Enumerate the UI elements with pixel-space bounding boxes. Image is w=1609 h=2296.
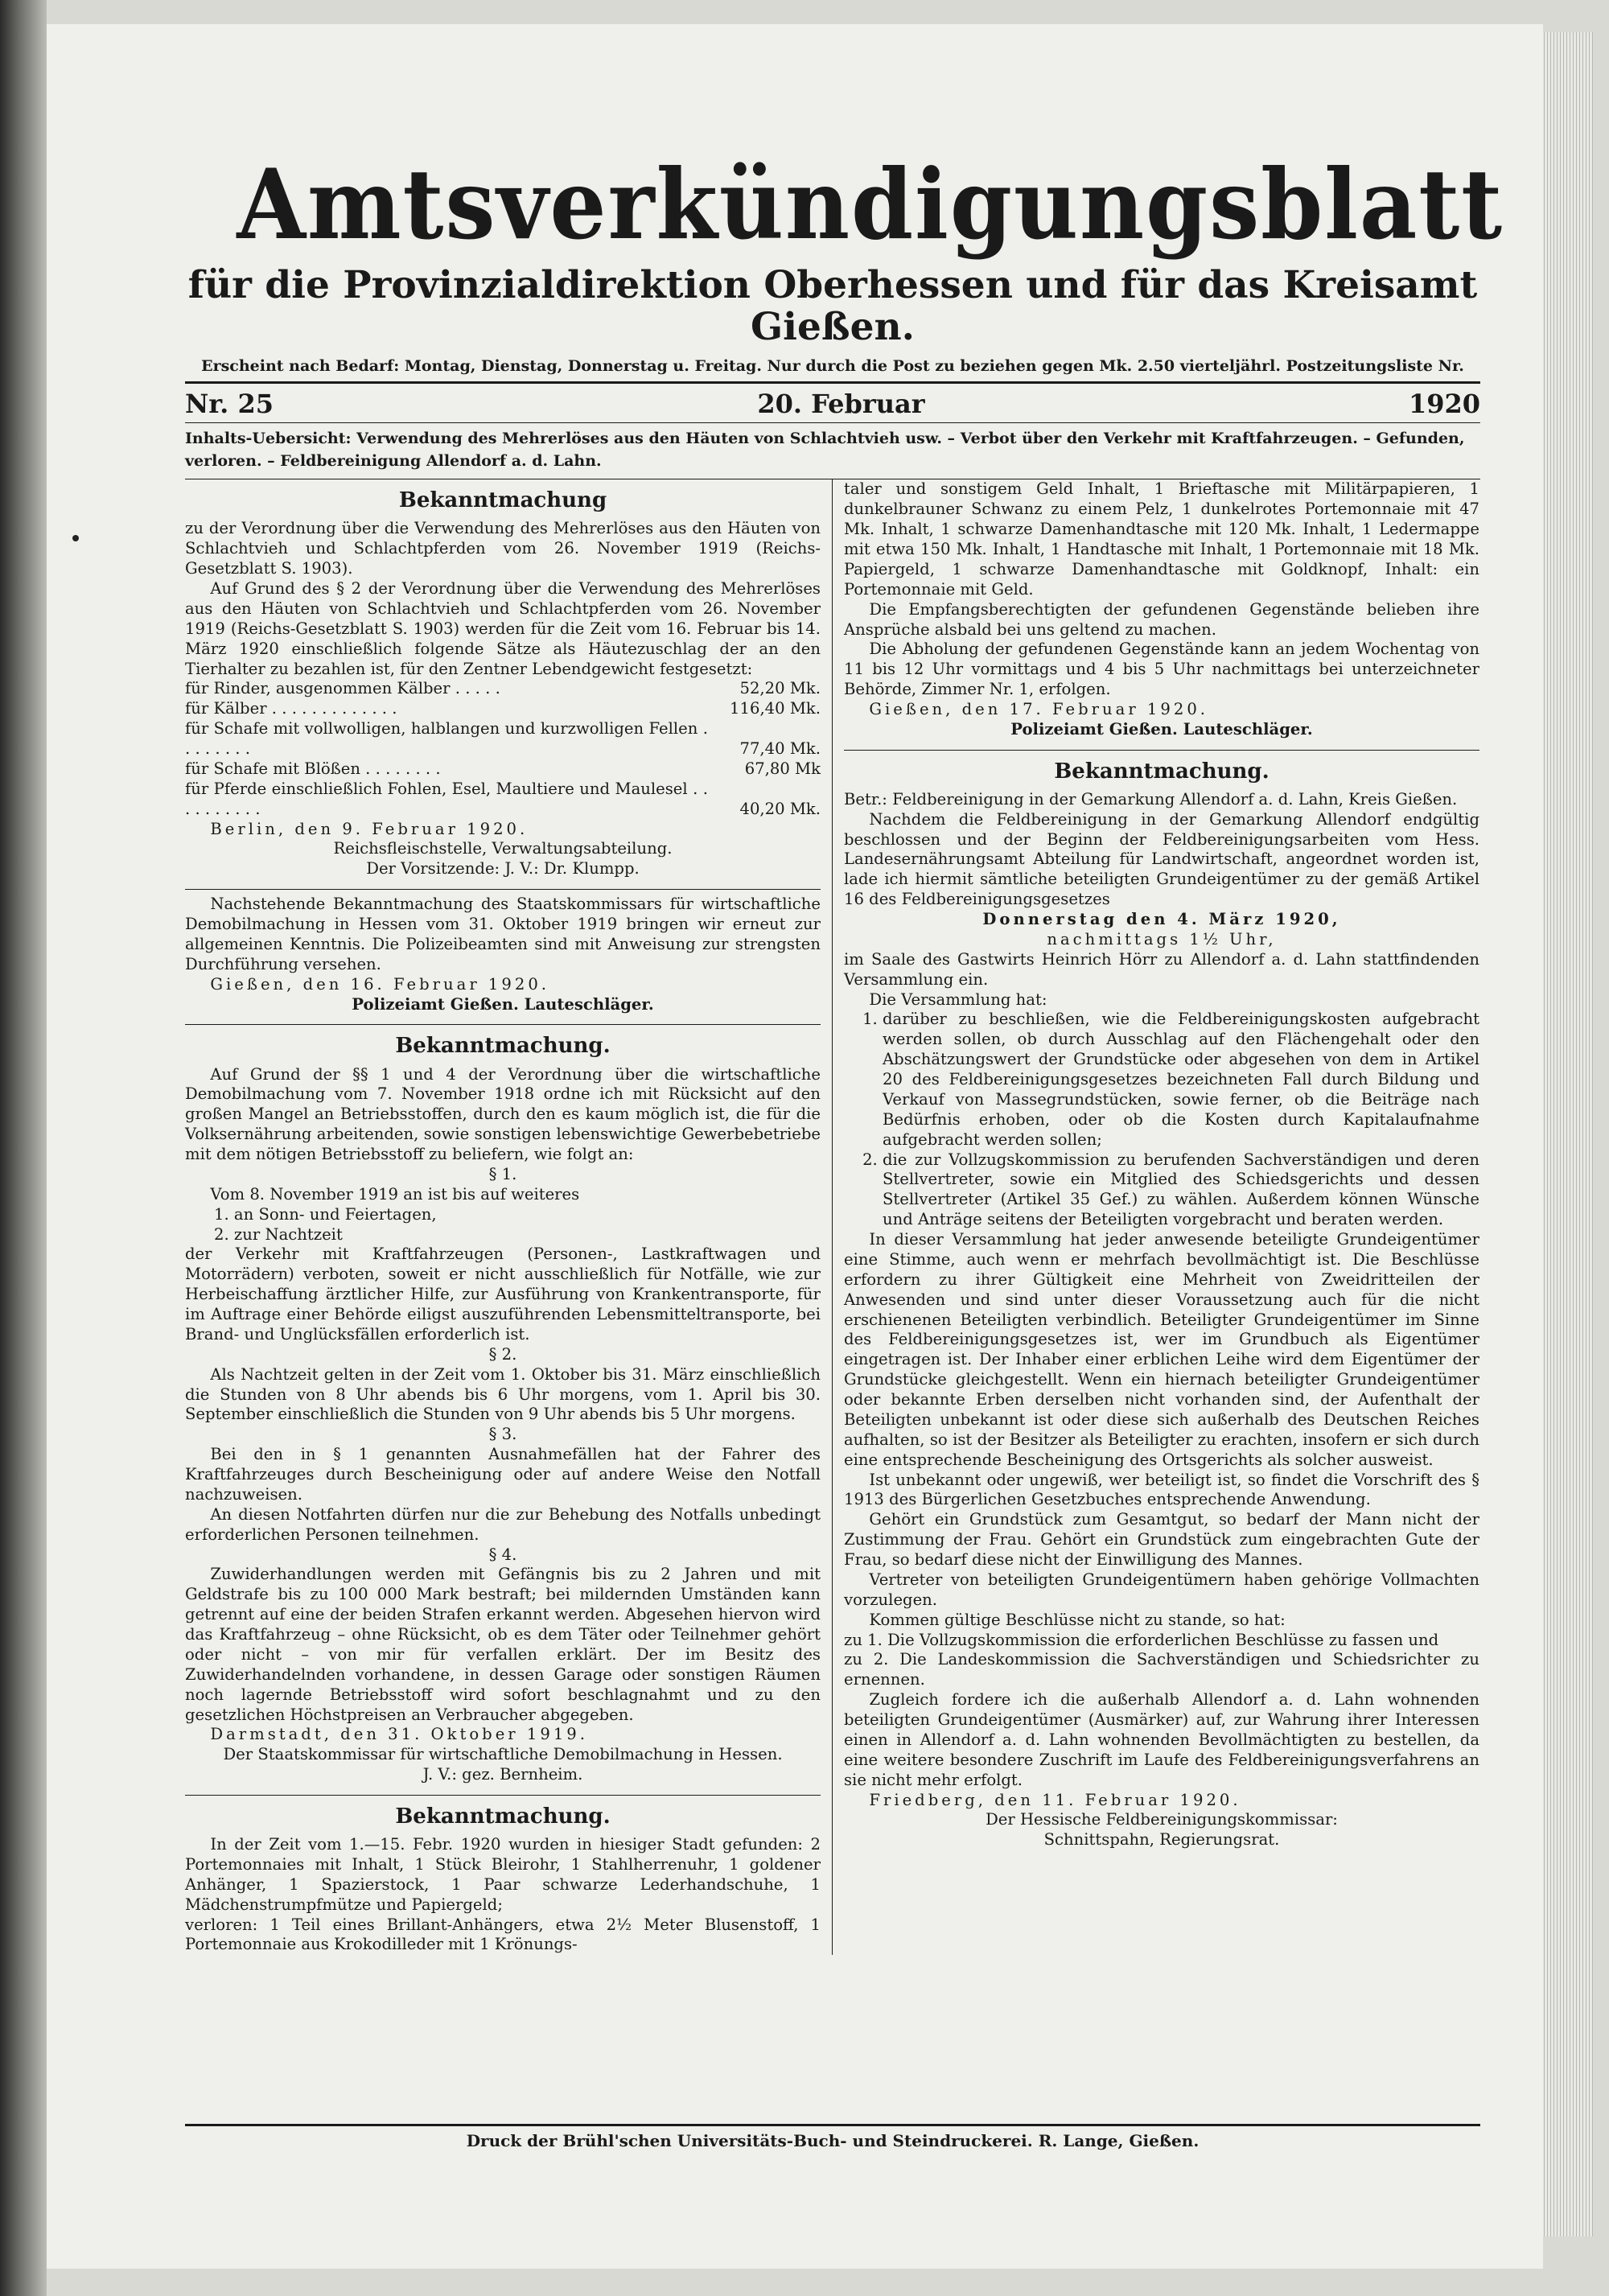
notice-heading: Bekanntmachung. <box>395 1804 611 1829</box>
list-item: zu 1. Die Vollzugskommission die erforderlichen Beschlüsse zu fassen und <box>844 1630 1439 1649</box>
notice-body: An diesen Notfahrten dürfen nur die zur Behebung des Notfalls unbedingt erforderlichen Personen teilnehmen. <box>185 1504 821 1544</box>
divider <box>844 750 1479 751</box>
issuing-office: Der Hessische Feldbereinigungskommissar: <box>986 1810 1338 1829</box>
list-item: zu 2. Die Landeskommission die Sachverständigen und Schiedsrichter zu ernennen. <box>844 1650 1479 1689</box>
divider <box>185 889 821 890</box>
table-of-contents <box>185 423 1480 479</box>
rate-amount: 40,20 Mk. <box>739 799 821 818</box>
masthead <box>185 148 1504 376</box>
divider <box>185 1795 821 1796</box>
printer-imprint: Druck der Brühl'schen Universitäts-Buch- und Steindruckerei. R. Lange, Gießen. <box>185 2124 1480 2150</box>
section-mark: § 2. <box>488 1344 517 1364</box>
ink-spot <box>72 535 79 541</box>
rate-table <box>185 679 821 819</box>
masthead-subtitle: für die Provinzialdirektion Oberhessen und für das Kreisamt Gießen. <box>187 263 1478 349</box>
section-mark: § 3. <box>488 1425 517 1444</box>
right-column <box>832 479 1479 1955</box>
notice-body: der Verkehr mit Kraftfahrzeugen (Personen-, Lastkraftwagen und Motorrädern) verboten, soweit er nicht ausschließlich für Notfälle, wie zur Herbeischaffung ärztlicher Hilfe, zur Ausführung von Krankentransporte, für im Auftrage einer Behörde eiligst auszuführenden Lebensmitteltransporte, bei Brand- und Unglücksfällen erforderlich ist. <box>185 1245 821 1343</box>
place-date: Friedberg, den 11. Februar 1920. <box>869 1790 1241 1809</box>
place-date: Gießen, den 16. Februar 1920. <box>210 974 550 994</box>
rate-row <box>185 759 821 780</box>
notice-heading: Bekanntmachung. <box>1054 759 1270 784</box>
masthead-title: Amtsverkündigungsblatt <box>237 148 1504 261</box>
signature: Schnittspahn, Regierungsrat. <box>1043 1830 1280 1850</box>
rate-amount: 52,20 Mk. <box>739 679 821 698</box>
list-item: 1. darüber zu beschließen, wie die Feldbereinigungskosten aufgebracht werden sollen, ob durch Ausschlag auf den Flächengehalt oder den Abschätzungswert der Grundstücke oder abgesehen von dem in Artikel 20 des Feldbereinigungsgesetzes bezeichneten Fall durch Bildung und Verkauf von Massegrundstücken, sowie ferner, ob die Beiträge nach Bedürfnis erhoben, oder ob die Kosten durch Kapitalaufnahme aufgebracht werden sollen; <box>883 1010 1479 1150</box>
rate-label: für Kälber . . . . . . . . . . . . . <box>185 699 397 718</box>
notice-intro: zu der Verordnung über die Verwendung des Mehrerlöses aus den Häuten von Schlachtvieh und Schlachtpferden vom 26. November 1919 (Reichs-Gesetzblatt S. 1903). <box>185 519 821 578</box>
notice-body: Auf Grund des § 2 der Verordnung über die Verwendung des Mehrerlöses aus den Häuten von Schlachtvieh und Schlachtpferden vom 26. November 1919 (Reichs-Gesetzblatt S. 1903) werden für die Zeit vom 16. Februar bis 14. März 1920 einschließlich folgende Sätze als Häutezuschlag der an den Tierhalter zu bezahlen ist, für den Zentner Lebendgewicht festgesetzt: <box>185 579 821 678</box>
left-column <box>185 479 832 1955</box>
issuing-office: Reichsfleischstelle, Verwaltungsabteilung. <box>333 839 673 858</box>
meeting-time: nachmittags 1½ Uhr, <box>1047 929 1277 948</box>
notice-body: Als Nachtzeit gelten in der Zeit vom 1. Oktober bis 31. März einschließlich die Stunden von 8 Uhr abends bis 6 Uhr morgens, vom 1. April bis 30. September einschließlich die Stunden von 9 Uhr abends bis 5 Uhr morgens. <box>185 1364 821 1424</box>
notice-body: In der Zeit vom 1.—15. Febr. 1920 wurden in hiesiger Stadt gefunden: 2 Portemonnaies mit Inhalt, 1 Stück Bleirohr, 1 Stahlherrenuhr, 1 goldener Anhänger, 1 Spazierstock, 1 Paar schwarze Lederhandschuhe, 1 Mädchenstrumpfmütze und Papiergeld; <box>185 1835 821 1914</box>
issue-year: 1920 <box>1408 389 1480 420</box>
notice-body: Gehört ein Grundstück zum Gesamtgut, so bedarf der Mann nicht der Zustimmung der Frau. Gehört ein Grundstück zum eingebrachten Gute der Frau, so bedarf diese nicht der Einwilligung des Mannes. <box>844 1510 1479 1570</box>
notice-body: In dieser Versammlung hat jeder anwesende beteiligte Grundeigentümer eine Stimme, auch wenn er mehrfach bevollmächtigt ist. Die Beschlüsse erfordern zu ihrer Gültigkeit eine Mehrheit von Zweidritteilen der Anwesenden und sind unter dieser Voraussetzung auch für die nicht erschienenen Beteiligten verbindlich. Beteiligter Grundeigentümer im Sinne des Feldbereinigungsgesetzes ist, wer im Grundbuch als Eigentümer eingetragen ist. Der Inhaber einer erblichen Leihe wird dem Eigentümer der Grundstücke gleichgestellt. Wenn ein hiernach beteiligter Grundeigentümer oder bekannte Erben derselben nicht vorhanden sind, der Aufenthalt der Beteiligten unbekannt ist oder diese sich außerhalb des Deutschen Reiches aufhalten, so ist der Besitzer als Beteiligter zu erachten, insofern er sich durch eine entsprechende Bescheinigung des Ortsgerichts als solcher ausweist. <box>844 1230 1479 1469</box>
notice-body: Zuwiderhandlungen werden mit Gefängnis bis zu 2 Jahren und mit Geldstrafe bis zu 100 000 Mark bestraft; bei mildernden Umständen kann getrennt auf eine der beiden Strafen erkannt werden. Abgesehen hiervon wird das Kraftfahrzeug – ohne Rücksicht, ob es dem Täter oder Teilnehmer gehört oder nicht – von mir für verfallen erklärt. Der im Besitz des Zuwiderhandelnden vorhandene, in dessen Garage oder sonstigen Räumen noch lagernde Betriebsstoff wird sofort beschlagnahmt und zu den gesetzlichen Höchstpreisen an Verbraucher abgegeben. <box>185 1565 821 1724</box>
rate-row <box>185 719 821 759</box>
issuing-office: Der Staatskommissar für wirtschaftliche Demobilmachung in Hessen. <box>223 1745 783 1764</box>
book-binding <box>0 0 47 2296</box>
notice-body: Nachstehende Bekanntmachung des Staatskommissars für wirtschaftliche Demobilmachung in Hessen vom 31. Oktober 1919 bringen wir erneut zur allgemeinen Kenntnis. Die Polizeibeamten sind mit Anweisung zur strengsten Durchführung versehen. <box>185 895 821 973</box>
notice-body: Vertreter von beteiligten Grundeigentümern haben gehörige Vollmachten vorzulegen. <box>844 1570 1479 1609</box>
contents-label: Inhalts-Uebersicht: <box>185 430 352 448</box>
signature: Der Vorsitzende: J. V.: Dr. Klumpp. <box>366 859 640 878</box>
rate-row <box>185 679 821 699</box>
signature: Polizeiamt Gießen. Lauteschläger. <box>1010 719 1313 739</box>
notice-heading: Bekanntmachung. <box>395 1034 611 1059</box>
notice-heading: Bekanntmachung <box>398 488 607 513</box>
notice-body: Vom 8. November 1919 an ist bis auf weiteres <box>210 1184 580 1204</box>
rate-label: für Pferde einschließlich Fohlen, Esel, Maultiere und Maulesel . . . . . . . . . . <box>185 779 708 818</box>
place-date: Darmstadt, den 31. Oktober 1919. <box>210 1725 588 1744</box>
list-item: 1. an Sonn- und Feiertagen, <box>214 1204 437 1224</box>
meeting-venue: im Saale des Gastwirts Heinrich Hörr zu Allendorf a. d. Lahn stattfindenden Versammlung ein. <box>844 949 1479 989</box>
meeting-date: Donnerstag den 4. März 1920, <box>982 910 1341 929</box>
subject-line: Betr.: Feldbereinigung in der Gemarkung Allendorf a. d. Lahn, Kreis Gießen. <box>844 789 1458 809</box>
list-item: 2. die zur Vollzugskommission zu berufenden Sachverständigen und deren Stellvertreter, sowie ein Mitglied des Schiedsgerichts und dessen Stellvertreter (Artikel 35 Gef.) zu wählen. Außerdem können Wünsche und Anträge seitens der Beteiligten vorgebracht und beraten werden. <box>883 1150 1479 1231</box>
notice-body: Die Empfangsberechtigten der gefundenen Gegenstände belieben ihre Ansprüche alsbald bei uns geltend zu machen. <box>844 599 1479 639</box>
newspaper-page <box>185 148 1504 1955</box>
section-mark: § 1. <box>488 1164 517 1183</box>
notice-body: Zugleich fordere ich die außerhalb Allendorf a. d. Lahn wohnenden beteiligten Grundeigentümer (Ausmärker) auf, zur Wahrung ihrer Interessen einen in Allendorf a. d. Lahn wohnenden Bevollmächtigten zu bestellen, da eine weitere besondere Zuschrift im Laufe des Feldbereinigungsverfahrens an sie nicht mehr erfolgt. <box>844 1690 1479 1789</box>
signature: J. V.: gez. Bernheim. <box>422 1765 583 1784</box>
rate-amount: 116,40 Mk. <box>730 699 821 718</box>
agenda-list <box>844 1010 1479 1230</box>
publication-info: Erscheint nach Bedarf: Montag, Dienstag, Donnerstag u. Freitag. Nur durch die Post zu beziehen gegen Mk. 2.50 vierteljährl. Postzeitungsliste Nr. <box>201 357 1464 376</box>
notice-body: verloren: 1 Teil eines Brillant-Anhängers, etwa 2½ Meter Blusenstoff, 1 Portemonnaie aus Krokodilleder mit 1 Krönungs- <box>185 1915 821 1954</box>
columns <box>185 479 1480 1955</box>
place-date: Berlin, den 9. Februar 1920. <box>210 819 529 838</box>
notice-body: Die Abholung der gefundenen Gegenstände kann an jedem Wochentag von 11 bis 12 Uhr vormittags und 4 bis 5 Uhr nachmittags bei unterzeichneter Behörde, Zimmer Nr. 1, erfolgen. <box>844 640 1479 699</box>
rate-amount: 77,40 Mk. <box>739 739 821 759</box>
rate-label: für Schafe mit Blößen . . . . . . . . <box>185 759 441 778</box>
notice-body: Nachdem die Feldbereinigung in der Gemarkung Allendorf endgültig beschlossen und der Beginn der Feldbereinigungsarbeiten vom Hess. Landesernährungsamt Abteilung für Landwirtschaft, angeordnet worden ist, lade ich hiermit sämtliche beteiligten Grundeigentümer zu der gemäß Artikel 16 des Feldbereinigungsgesetzes <box>844 809 1479 909</box>
contents-text: Verwendung des Mehrerlöses aus den Häuten von Schlachtvieh usw. – Verbot über den Verkehr mit Kraftfahrzeugen. – Gefunden, verloren. – Feldbereinigung Allendorf a. d. Lahn. <box>185 430 1465 470</box>
divider <box>185 1024 821 1025</box>
rate-amount: 67,80 Mk <box>744 759 821 778</box>
notice-body: Bei den in § 1 genannten Ausnahmefällen hat der Fahrer des Kraftfahrzeuges durch Bescheinigung oder auf andere Weise den Notfall nachzuweisen. <box>185 1445 821 1504</box>
rate-row <box>185 780 821 820</box>
issue-date: 20. Februar <box>757 389 925 420</box>
notice-body: taler und sonstigem Geld Inhalt, 1 Brieftasche mit Militärpapieren, 1 dunkelbrauner Schwanz zu einem Pelz, 1 dunkelrotes Portemonnaie mit 47 Mk. Inhalt, 1 schwarze Damenhandtasche mit 120 Mk. Inhalt, 1 Ledermappe mit etwa 150 Mk. Inhalt, 1 Handtasche mit Inhalt, 1 Portemonnaie mit 18 Mk. Papiergeld, 1 schwarze Damenhandtasche mit Goldknopf, Inhalt: ein Portemonnaie mit Geld. <box>844 479 1479 599</box>
notice-body: Die Versammlung hat: <box>869 990 1047 1009</box>
issue-number: Nr. 25 <box>185 389 274 420</box>
signature: Polizeiamt Gießen. Lauteschläger. <box>352 994 654 1014</box>
place-date: Gießen, den 17. Februar 1920. <box>869 700 1209 719</box>
notice-body: Ist unbekannt oder ungewiß, wer beteiligt ist, so findet die Vorschrift des § 1913 des Bürgerlichen Gesetzbuches entsprechende Anwendung. <box>844 1470 1479 1509</box>
notice-body: Kommen gültige Beschlüsse nicht zu stande, so hat: <box>869 1610 1286 1629</box>
rate-label: für Rinder, ausgenommen Kälber . . . . . <box>185 679 500 698</box>
section-mark: § 4. <box>488 1545 517 1564</box>
rate-label: für Schafe mit vollwolligen, halblangen und kurzwolligen Fellen . . . . . . . . <box>185 719 708 759</box>
notice-body: Auf Grund der §§ 1 und 4 der Verordnung über die wirtschaftliche Demobilmachung vom 7. November 1918 ordne ich mit Rücksicht auf den großen Mangel an Betriebsstoffen, durch den es kaum möglich ist, die für die Volksernährung arbeitenden, sowie sonstigen lebenswichtige Gewerbebetriebe mit dem nötigen Betriebsstoff zu beliefern, wie folgt an: <box>185 1064 821 1163</box>
issue-bar <box>185 384 1480 422</box>
rate-row <box>185 699 821 719</box>
list-item: 2. zur Nachtzeit <box>214 1224 343 1244</box>
